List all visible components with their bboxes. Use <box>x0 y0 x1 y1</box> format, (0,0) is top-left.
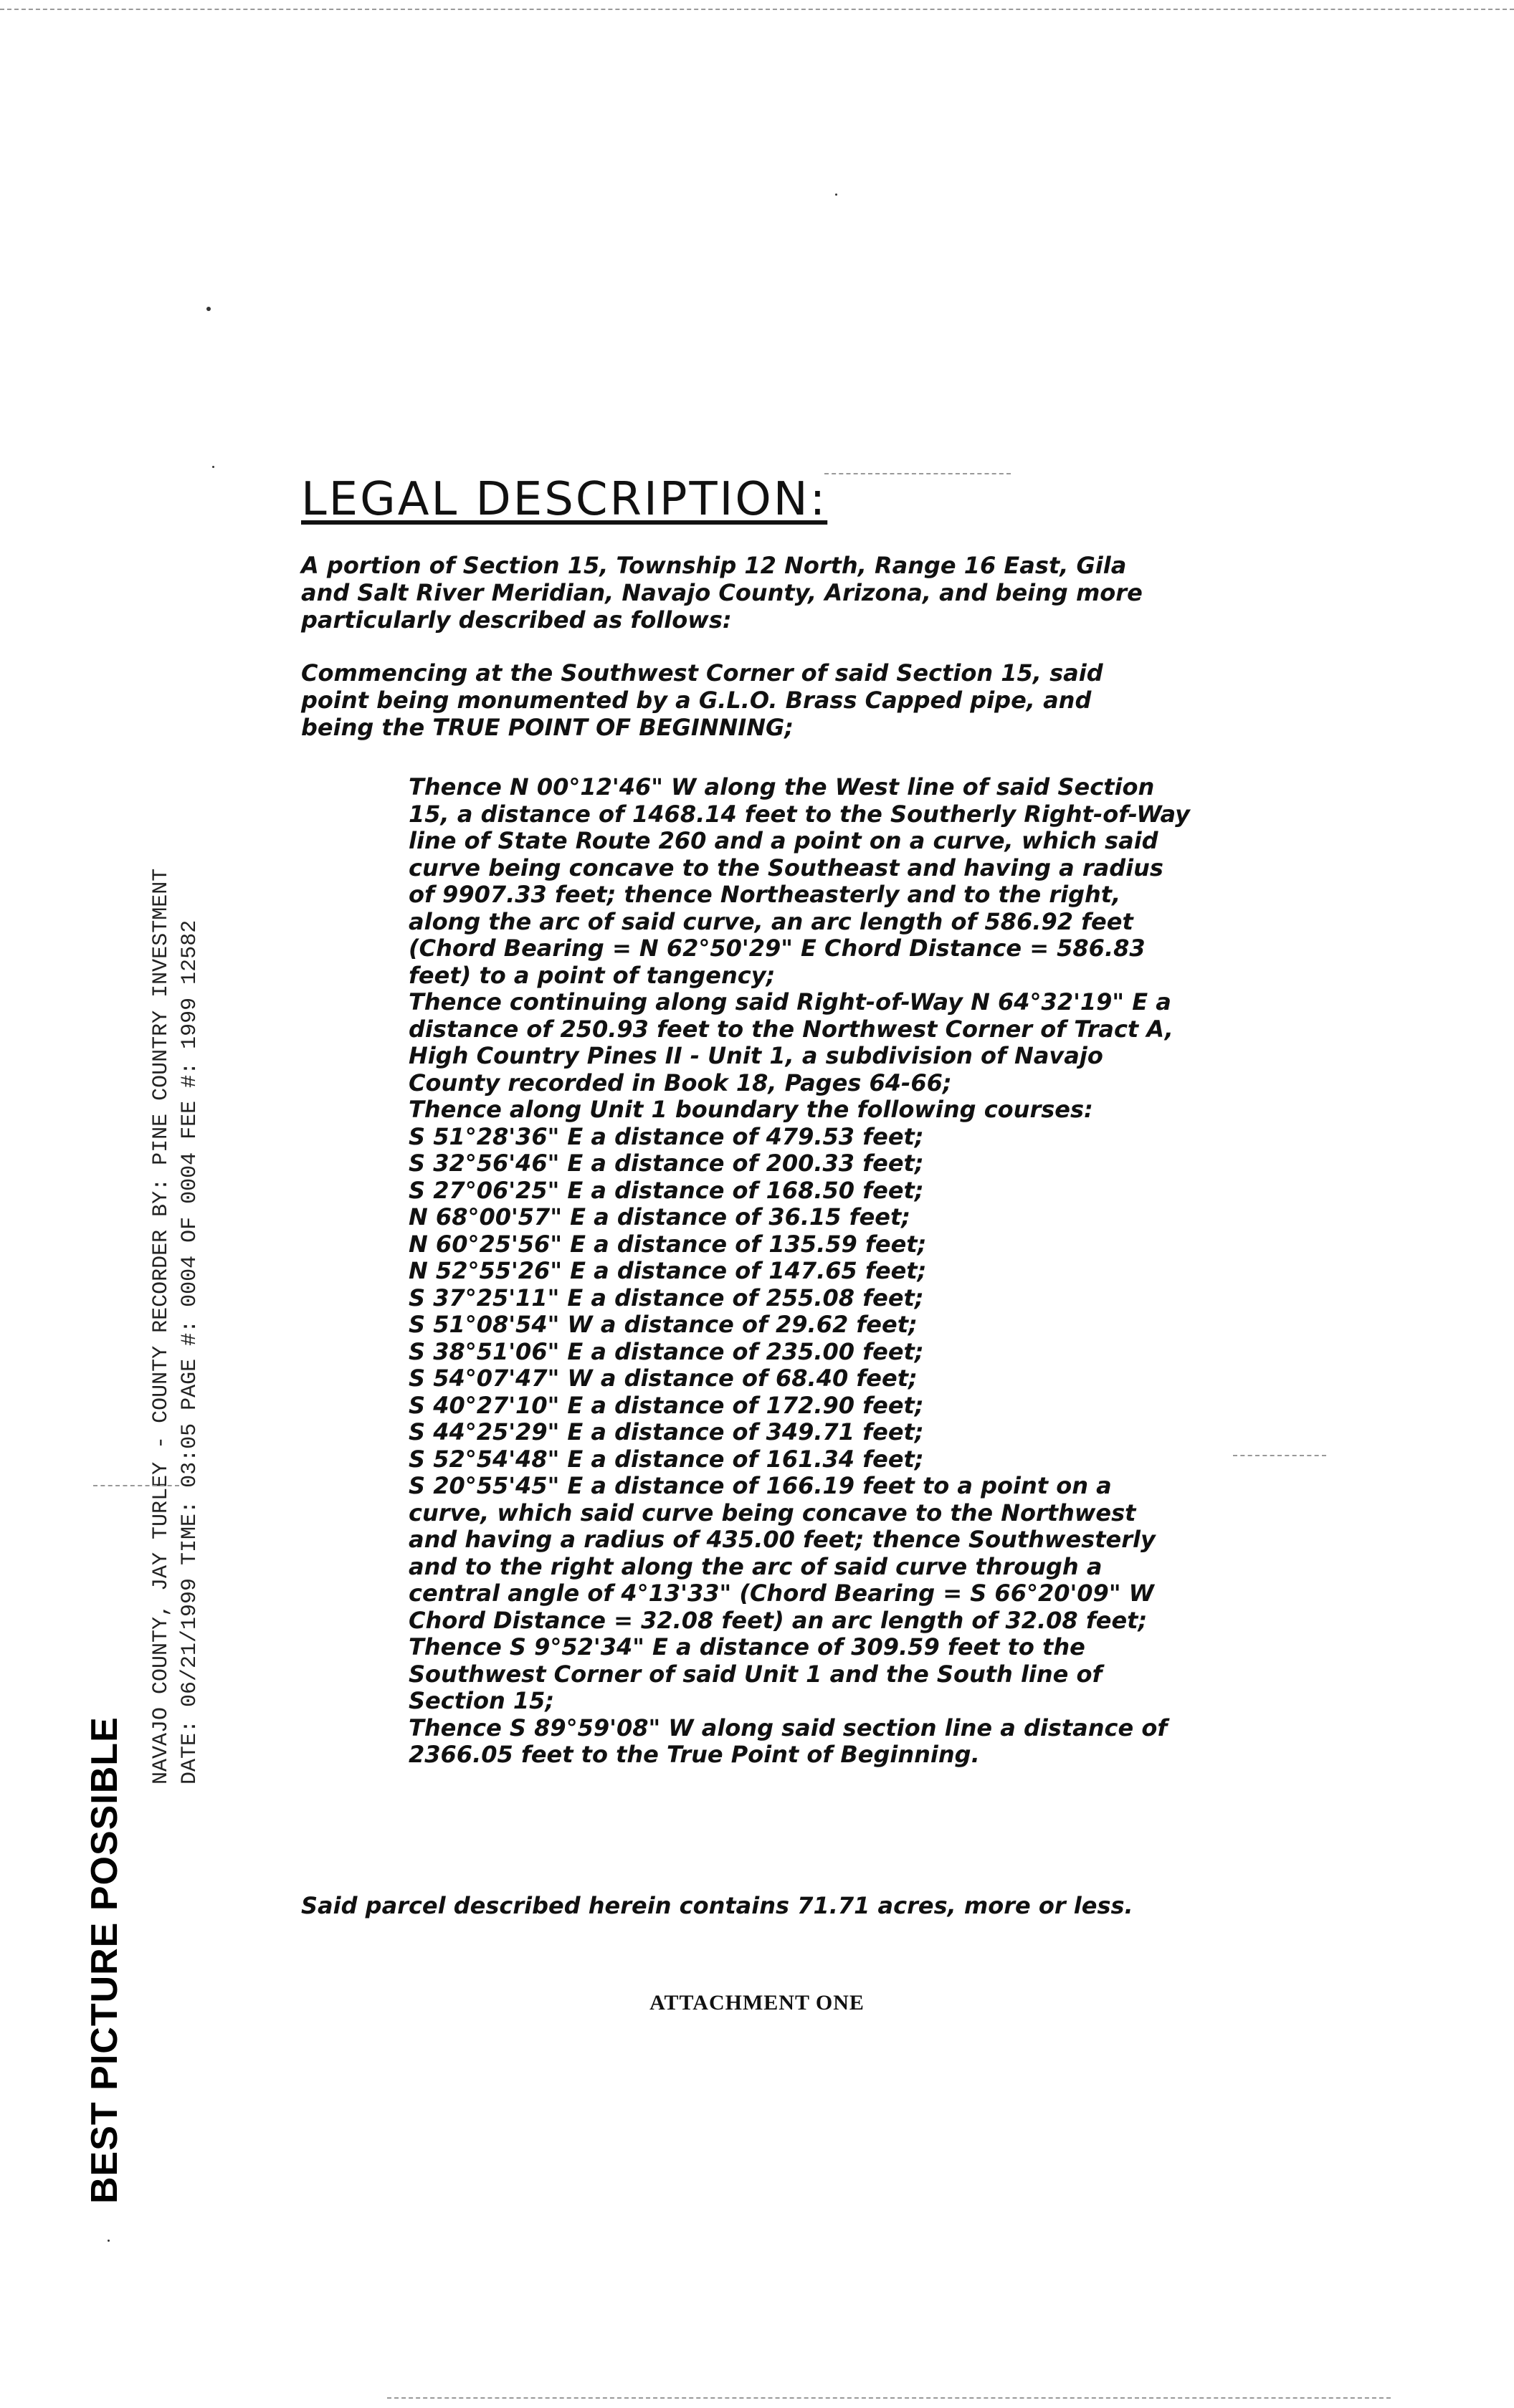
commencing-paragraph: Commencing at the Southwest Corner of said Section 15, said point being monumented by a G.L.O. Brass Capped pipe, and being the TRUE POINT OF BEGINNING; <box>301 659 1103 741</box>
course-item: S 54°07'47" W a distance of 68.40 feet; <box>409 1365 918 1392</box>
scan-quality-notice: BEST PICTURE POSSIBLE <box>84 1716 125 2204</box>
recorder-stamp-line1: NAVAJO COUNTY, JAY TURLEY - COUNTY RECORDER BY: PINE COUNTRY INVESTMENT <box>149 868 173 1784</box>
scan-speck <box>206 307 211 311</box>
course-item: Thence continuing along said Right-of-Way N 64°32'19" E a distance of 250.93 feet to the Northwest Corner of Tract A, High Country Pines II - Unit 1, a subdivision of Navajo County recorded in Book 18, Pages 64-66; <box>409 988 1173 1096</box>
scan-dash <box>0 9 1514 10</box>
course-item: S 51°08'54" W a distance of 29.62 feet; <box>409 1311 918 1338</box>
course-item: Thence S 89°59'08" W along said section line a distance of 2366.05 feet to the True Point of Beginning. <box>409 1714 1168 1768</box>
course-item: Thence N 00°12'46" W along the West line of said Section 15, a distance of 1468.14 feet to the Southerly Right-of-Way line of State Route 260 and a point on a curve, which said curve being concave to the Southeast and having a radius of 9907.33 feet; thence Northeasterly and to the right, along the arc of said curve, an arc length of 586.92 feet (Chord Bearing = N 62°50'29" E Chord Distance = 586.83 feet) to a point of tangency; <box>409 773 1191 989</box>
closing-paragraph: Said parcel described herein contains 71.71 acres, more or less. <box>301 1892 1133 1919</box>
course-item: Thence S 9°52'34" E a distance of 309.59 feet to the Southwest Corner of said Unit 1 and the South line of Section 15; <box>409 1633 1103 1714</box>
course-item: N 68°00'57" E a distance of 36.15 feet; <box>409 1203 911 1231</box>
scan-speck <box>212 466 214 468</box>
scan-speck <box>108 2240 110 2242</box>
course-item: S 52°54'48" E a distance of 161.34 feet; <box>409 1445 924 1473</box>
course-item: S 44°25'29" E a distance of 349.71 feet; <box>409 1418 924 1446</box>
page-title: LEGAL DESCRIPTION: <box>301 473 828 526</box>
attachment-label: ATTACHMENT ONE <box>649 1991 865 2015</box>
scan-dash <box>824 473 1011 474</box>
recorder-stamp <box>147 638 204 1784</box>
course-item: S 32°56'46" E a distance of 200.33 feet; <box>409 1150 924 1177</box>
courses-list <box>409 774 1190 1769</box>
course-item: S 40°27'10" E a distance of 172.90 feet; <box>409 1391 924 1419</box>
course-item: N 52°55'26" E a distance of 147.65 feet; <box>409 1257 927 1284</box>
course-item: S 37°25'11" E a distance of 255.08 feet; <box>409 1284 924 1312</box>
course-item: S 27°06'25" E a distance of 168.50 feet; <box>409 1176 924 1204</box>
course-item: S 20°55'45" E a distance of 166.19 feet to a point on a curve, which said curve being concave to the Northwest and having a radius of 435.00 feet; thence Southwesterly and to the right along the arc of said curve through a central angle of 4°13'33" (Chord Bearing = S 66°20'09" W Chord Distance = 32.08 feet) an arc length of 32.08 feet; <box>409 1472 1156 1634</box>
scan-dash <box>1233 1455 1326 1456</box>
course-item: S 51°28'36" E a distance of 479.53 feet; <box>409 1122 924 1150</box>
course-item: Thence along Unit 1 boundary the following courses: <box>409 1096 1093 1123</box>
course-item: S 38°51'06" E a distance of 235.00 feet; <box>409 1337 924 1365</box>
recorder-stamp-line2: DATE: 06/21/1999 TIME: 03:05 PAGE #: 0004 OF 0004 FEE #: 1999 12582 <box>178 919 202 1784</box>
scan-dash <box>93 1485 179 1486</box>
intro-paragraph: A portion of Section 15, Township 12 North, Range 16 East, Gila and Salt River Meridian, Navajo County, Arizona, and being more particularly described as follows: <box>301 552 1143 634</box>
scan-dash <box>387 2397 1391 2399</box>
course-item: N 60°25'56" E a distance of 135.59 feet; <box>409 1230 927 1258</box>
scan-speck <box>835 194 837 196</box>
